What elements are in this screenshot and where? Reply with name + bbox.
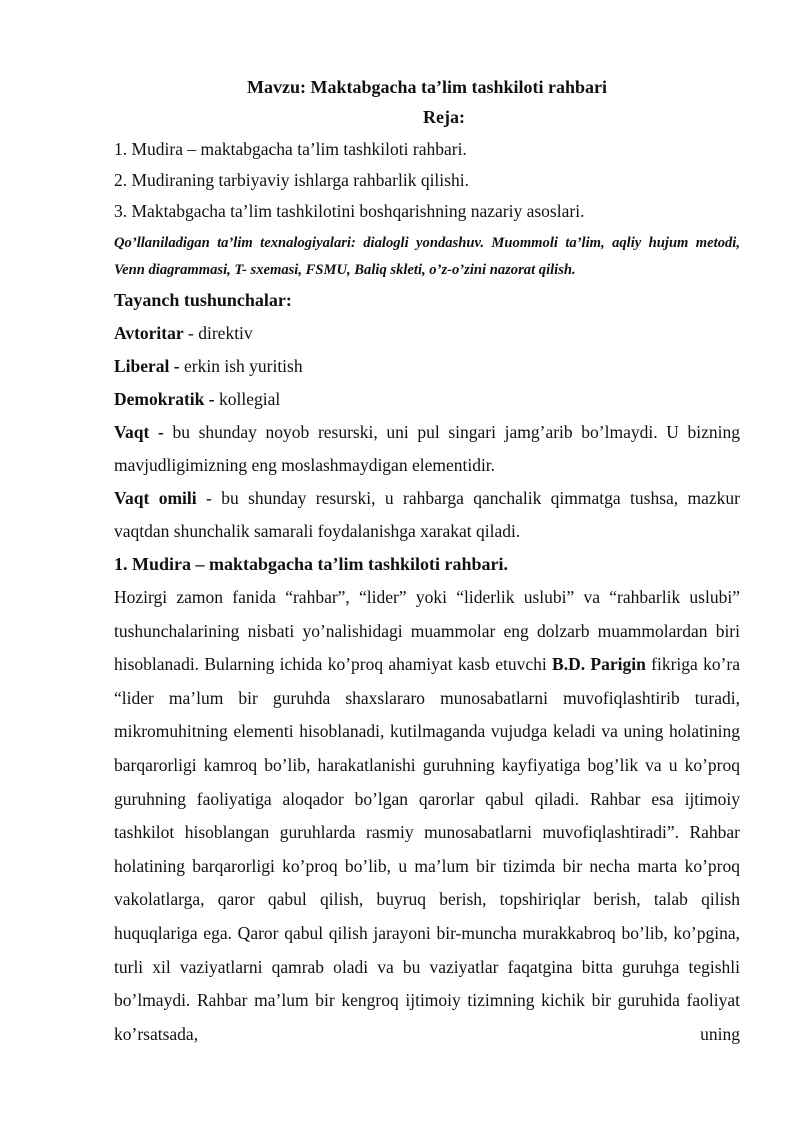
definition-term: Vaqt - (114, 422, 164, 442)
definition-term: Avtoritar (114, 323, 184, 343)
definition-item (114, 416, 740, 482)
definition-item (114, 383, 740, 416)
definition-text: bu shunday resurski, u rahbarga qanchalik qimmatga tushsa, mazkur vaqtdan shunchalik samarali foydalanishga xarakat qiladi. (114, 488, 741, 541)
key-concepts-heading: Tayanch tushunchalar: (114, 290, 292, 310)
plan-item: 1. Mudira – maktabgacha ta’lim tashkiloti rahbari. (114, 139, 467, 159)
body-text-rest: fikriga ko’ra “lider ma’lum bir guruhda shaxslararo munosabatlarni muvofiqlashtirib turadi, mikromuhitning elementi hisoblanadi, kutilmaganda vujudga keladi va uning holatining barqarorligi kamroq bo’lib, harakatlanishi guruhning kayfiyatiga bog’lik va u ko’proq guruhning faoliyatiga aloqador bo’lgan qarorlar qabul qiladi. Rahbar esa ijtimoiy tashkilot hisoblangan guruhlarda rasmiy munosabatlarni muvofiqlashtiradi”. Rahbar holatining barqarorligi ko’proq bo’lib, u ma’lum bir tizimda bir necha marta ko’proq vakolatlarga, qaror qabul qilish, buyruq berish, topshiriqlar berish, talab qilish huquqlariga ega. Qaror qabul qilish jarayoni bir-muncha murakkabroq bo’lib, ko’pgina, turli xil vaziyatlarni qamrab oladi va bu vaziyatlar faqatgina bitta guruhga tegishli bo’lmaydi. Rahbar ma’lum bir kengroq ijtimoiy tizimning kichik bir guruhida faoliyat ko’rsatsada, uning (114, 654, 740, 1044)
document-page (114, 72, 740, 1051)
definition-term: Demokratik - (114, 389, 215, 409)
plan-item: 3. Maktabgacha ta’lim tashkilotini boshqarishning nazariy asoslari. (114, 201, 585, 221)
definition-item (114, 482, 740, 548)
document-title: Mavzu: Maktabgacha ta’lim tashkiloti rahbari (247, 77, 607, 97)
cited-author: B.D. Parigin (552, 654, 646, 675)
plan-label: Reja: (423, 107, 465, 127)
body-paragraph (114, 581, 740, 1051)
definition-text: erkin ish yuritish (184, 356, 303, 376)
plan-item: 2. Mudiraning tarbiyaviy ishlarga rahbarlik qilishi. (114, 170, 469, 190)
definition-separator: - (196, 488, 222, 508)
definition-item (114, 317, 740, 350)
definition-separator: - (183, 323, 199, 343)
definition-text: direktiv (198, 323, 253, 343)
body-text-start: Hozirgi zamon fanida “rahbar”, “lider” yoki “liderlik uslubi” va “rahbarlik uslubi” tushunchalarining nisbati yo’nalishidagi muammolar eng dolzarb muammolardan biri hisoblanadi. Bularning ichida ko’proq ahamiyat kasb etuvchi (114, 587, 740, 675)
definition-text: kollegial (218, 389, 281, 409)
definition-term: Liberal - (114, 356, 180, 376)
definition-item (114, 350, 740, 383)
definition-text: bu shunday noyob resurski, uni pul singari jamg’arib bo’lmaydi. U bizning mavjudligimizning eng moslashmaydigan elementidir. (114, 422, 740, 475)
technologies-paragraph: Qo’llaniladigan ta’lim texnalogiyalari: dialogli yondashuv. Muommoli ta’lim, aqliy hujum metodi, Venn diagrammasi, T- sxemasi, FSMU, Baliq skleti, o’z-o’zini nazorat qilish. (114, 235, 740, 278)
definition-term: Vaqt omili (114, 488, 197, 508)
section-heading: 1. Mudira – maktabgacha ta’lim tashkiloti rahbari. (114, 554, 509, 574)
